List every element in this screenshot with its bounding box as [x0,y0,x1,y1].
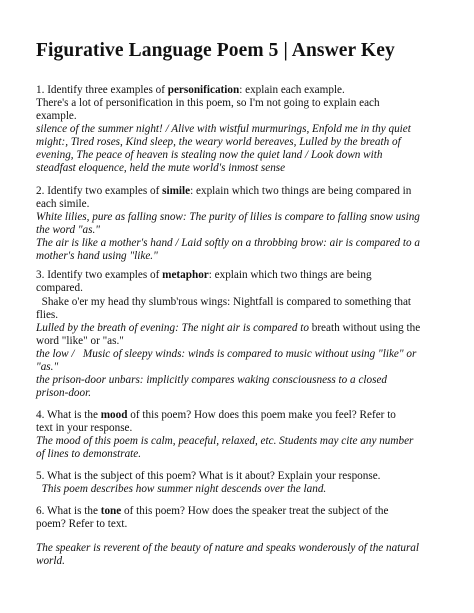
question-4-answer-line: of lines to demonstrate. [36,448,142,460]
question-6-term: tone [100,505,122,517]
question-2-lead: 2. Identify two examples of [36,185,163,197]
question-1-answer-line: might:, Tired roses, Kind sleep, the weary world bereaves, Lulled by the breath of [36,136,401,148]
question-3-rest: : explain which two things are being [208,269,372,281]
question-1 [36,84,345,97]
question-2-term: simile [162,185,191,197]
question-3-continuation: compared. [36,282,83,294]
question-1-lead: 1. Identify three examples of [36,84,168,96]
question-4-rest: of this poem? How does this poem make you feel? Refer to [127,409,396,421]
question-1-note-line: example. [36,110,77,122]
question-2 [36,185,411,198]
question-2-rest: : explain which two things are being compared in [190,185,412,197]
question-4-term: mood [100,409,128,421]
question-1-term: personification [167,84,240,96]
question-3-answer-line: word "like" or "as." [36,335,124,347]
question-1-note-line: There's a lot of personification in this poem, so I'm not going to explain each [36,97,380,109]
question-3-term: metaphor [162,269,209,281]
question-3 [36,269,372,282]
question-4-lead: 4. What is the [36,409,101,421]
question-6-lead: 6. What is the [36,505,101,517]
question-5: 5. What is the subject of this poem? What is it about? Explain your response. [36,470,381,482]
question-1-answer-line: steadfast eloquence, held the mute world's inmost sense [36,162,286,174]
question-3-answer-line: the prison-door unbars: implicitly compares waking consciousness to a closed [36,374,388,386]
question-3-mixed-italic: Lulled by the breath of evening: The night air is compared to [36,322,309,334]
question-6-answer-line: The speaker is reverent of the beauty of nature and speaks wonderously of the natural [36,542,420,554]
question-3-lead: 3. Identify two examples of [36,269,163,281]
question-3-answer-line-mixed [36,322,420,335]
question-4-continuation: text in your response. [36,422,133,434]
question-3-answer-line: "as." [36,361,59,373]
question-1-rest: : explain each example. [239,84,345,96]
question-1-answer-line: silence of the summer night! / Alive with wistful murmurings, Enfold me in thy quiet [36,123,411,135]
question-2-answer-line: White lilies, pure as falling snow: The purity of lilies is compare to falling snow using [36,211,420,223]
question-6-rest: of this poem? How does the speaker treat the subject of the [121,505,389,517]
page-title: Figurative Language Poem 5 | Answer Key [36,40,395,61]
question-2-answer-line: mother's hand using "like." [36,250,158,262]
question-6-continuation: poem? Refer to text. [36,518,128,530]
question-1-answer-line: evening, The peace of heaven is stealing now the quiet land / Look down with [36,149,383,161]
question-3-answer-line: the low / Music of sleepy winds: winds is compared to music without using "like" or [36,348,417,360]
question-4 [36,409,396,422]
question-2-continuation: each simile. [36,198,90,210]
question-3-mixed-plain: breath without using the [308,322,421,334]
question-4-answer-line: The mood of this poem is calm, peaceful, relaxed, etc. Students may cite any number [36,435,414,447]
question-3-answer-line: flies. [36,309,59,321]
question-6 [36,505,388,518]
question-3-answer-line: prison-door. [36,387,92,399]
question-3-answer-line: Shake o'er my head thy slumb'rous wings: Nightfall is compared to something that [36,296,412,308]
question-2-answer-line: The air is like a mother's hand / Laid softly on a throbbing brow: air is compared to a [36,237,421,249]
question-2-answer-line: the word "as." [36,224,100,236]
question-5-answer: This poem describes how summer night descends over the land. [36,483,327,495]
question-6-answer-line: world. [36,555,65,567]
